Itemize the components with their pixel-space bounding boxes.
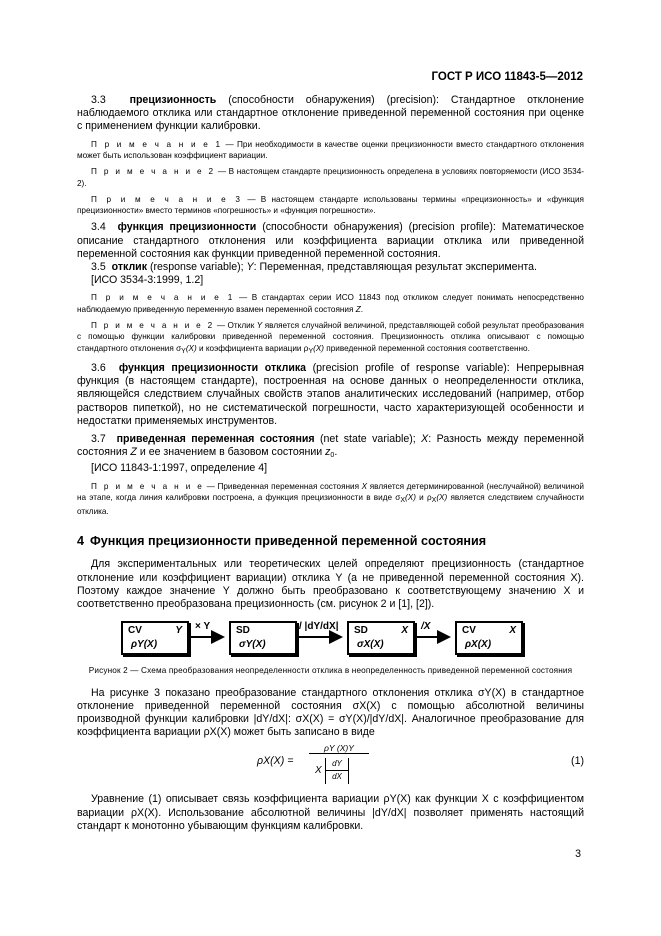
definition-3-4: 3.4 функция прецизионности (способности обнаружения) (precision profile): Математическое описание стандартного отклонения или коэффициента вариации отклика или приведенной переменной состояния как функции приведенной переменной состояния. <box>77 221 584 260</box>
term-3-6: функция прецизионности отклика <box>118 361 307 374</box>
definition-3-7: 3.7 приведенная переменная состояния (net state variable); X: Разность между переменной состояния Z и ее значением в базовом состоянии $z_0$. <box>77 432 584 460</box>
formula-den-x: X <box>315 765 322 777</box>
formula-denominator <box>309 756 369 786</box>
figure-2-diagram <box>77 615 584 659</box>
term-3-7: приведенная переменная состояния <box>116 432 315 445</box>
formula-1 <box>77 743 584 787</box>
reference-3-7: [ИСО 11843-1:1997, определение 4] <box>91 462 268 475</box>
definition-3-6: 3.6 функция прецизионности отклика (precision profile of response variable): Непрерывная функция (в настоящем стандарте), построенная на основе данных о неопределенности отклика, являющейся следствием случайных свойств этапов аналитических исследований (например, отбор растворов пипеткой), но не систематической погрешности, часто характеризующей особенности и недостатки применяемых инструментов. <box>77 361 584 427</box>
note-3-3-3: П р и м е ч а н и е 3 — В настоящем стандарте использованы термины «прецизионность» и «функция прецизионности» вместо терминов «погрешность» и «функция погрешности». <box>77 194 584 216</box>
figure-2-caption: Рисунок 2 — Схема преобразования неопределенности отклика в неопределенность приведенной переменной состояния <box>88 666 573 676</box>
formula-dx: dX <box>332 772 342 782</box>
box-cv-x: CV X ρX(X) <box>455 621 523 655</box>
arrow-3-label: /X <box>421 621 431 633</box>
arrow-1-label: × Y <box>195 621 211 633</box>
box-sd-y: SD σY(X) <box>229 621 297 655</box>
term-3-5: отклик <box>111 261 147 273</box>
note-3-5-1: П р и м е ч а н и е 1 — В стандартах серии ИСО 11843 под откликом следует понимать непосредственно наблюдаемую приведенную переменную взамен переменной состояния Z. <box>77 293 584 314</box>
reference-3-5: [ИСО 3534-3:1999, 1.2] <box>91 274 204 287</box>
note-3-3-2: П р и м е ч а н и е 2 — В настоящем стандарте прецизионность определена в условиях повторяемости (ИСО 3534-2). <box>77 167 584 188</box>
arrow-2-label: / |dY/dX| <box>299 621 339 633</box>
document-header: ГОСТ Р ИСО 11843-5—2012 <box>431 71 583 83</box>
term-3-4: функция прецизионности <box>117 221 257 234</box>
section-4-paragraph-1: Для экспериментальных или теоретических целей определяют прецизионность (стандартное отклонение или коэффициент вариации) отклика Y (а не приведенной переменной состояния X). Поэтому каждое значение Y должно быть преобразовано к соответствующему значению X и соответственно преобразована прецизионность (см. рисунок 2 и [1], [2]). <box>77 558 584 611</box>
formula-dy: dY <box>326 758 348 771</box>
definition-3-3: 3.3 прецизионность (способности обнаружения) (precision): Стандартное отклонение наблюдаемого отклика или стандартное отклонение приведенной переменной состояния при оценке с применением функции калибровки. <box>77 94 585 133</box>
section-4-paragraph-3: Уравнение (1) описывает связь коэффициента вариации ρY(X) как функции X с коэффициентом вариации ρX(X). Использование абсолютной величины |dY/dX| позволяет применять настоящий стандарт к монотонно убывающим функциям калибровки. <box>77 793 584 832</box>
page-number: 3 <box>575 848 581 860</box>
box-sd-x: SD X σX(X) <box>347 621 415 655</box>
formula-numerator: ρY (X)Y <box>309 743 369 754</box>
section-4-paragraph-2: На рисунке 3 показано преобразование стандартного отклонения отклика σY(X) в стандартное отклонение приведенной переменной состояния σX(X) с помощью абсолютной величины производной функции калибровки |dY/dX|: σX(X) = σY(X)/|dY/dX|. Аналогичное преобразование для коэффициента вариации ρX(X) может быть записано в виде <box>77 686 584 739</box>
note-3-3-1: П р и м е ч а н и е 1 — При необходимости в качестве оценки прецизионности вместо стандартного отклонения может быть использован коэффициент вариации. <box>77 139 584 160</box>
page-content <box>77 94 584 837</box>
formula-lhs: ρX(X) = <box>257 755 294 768</box>
formula-abs-bars <box>325 758 349 784</box>
note-3-5-2: П р и м е ч а н и е 2 — Отклик Y является случайной величиной, представляющей собой результат преобразования с помощью функции калибровки приведенной переменной состояния. Прецизионность отклика описывают с помощью стандартного отклонения σY(X) и коэффициента вариации ρY(X) приведенной переменной состояния соответственно. <box>77 321 584 355</box>
box-cv-y: CV Y ρY(X) <box>121 621 189 655</box>
formula-number: (1) <box>571 755 584 768</box>
term-3-3: прецизионность <box>129 94 217 106</box>
section-4-heading: 4 Функция прецизионности приведенной переменной состояния <box>77 534 487 549</box>
note-3-7: П р и м е ч а н и е — Приведенная переменная состояния X является детерминированной (неслучайной) величиной на этапе, когда линия калибровки построена, а функция прецизионности в виде σX(X) и ρX(X) является следствием случайности отклика. <box>77 481 585 517</box>
definition-3-5: 3.5 отклик (response variable); Y: Переменная, представляющая результат эксперимента. <box>91 261 537 273</box>
